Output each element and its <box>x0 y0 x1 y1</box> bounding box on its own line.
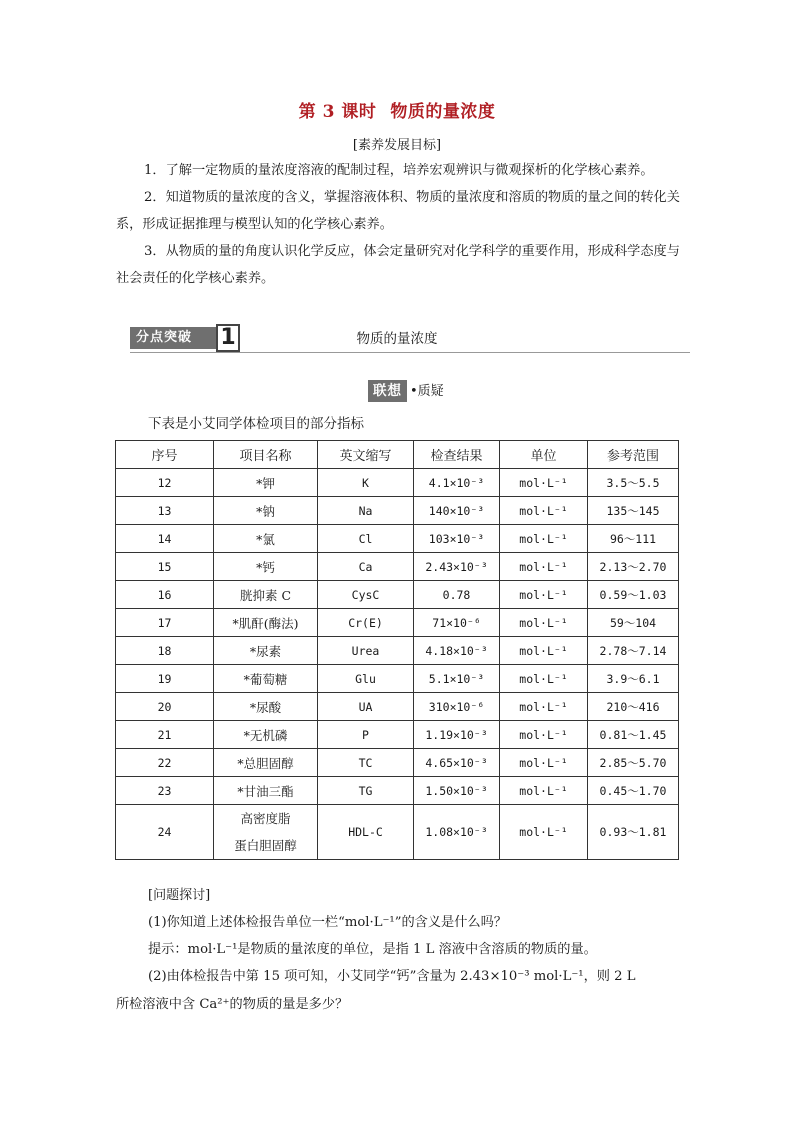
cell-no: 13 <box>116 497 214 525</box>
cell-unit: mol·L⁻¹ <box>500 497 588 525</box>
cell-abbr: TG <box>318 777 414 805</box>
cell-no: 14 <box>116 525 214 553</box>
cell-unit: mol·L⁻¹ <box>500 665 588 693</box>
goals-heading: [素养发展目标] <box>352 138 442 153</box>
cell-range: 3.9～6.1 <box>588 665 679 693</box>
cell-range: 59～104 <box>588 609 679 637</box>
table-row <box>116 777 679 805</box>
cell-name: *钙 <box>214 553 318 581</box>
cell-range: 3.5～5.5 <box>588 469 679 497</box>
cell-result: 71×10⁻⁶ <box>414 609 500 637</box>
cell-name: *氯 <box>214 525 318 553</box>
header-cell: 英文缩写 <box>318 441 414 469</box>
question-1: (1)你知道上述体检报告单位一栏“mol·L⁻¹”的含义是什么吗？ <box>148 915 507 930</box>
goal-item-2: 2．知道物质的量浓度的含义，掌握溶液体积、物质的量浓度和溶质的物质的量之间的转化关系，形成证据推理与模型认知的化学核心素养。 <box>116 190 680 232</box>
header-cell: 序号 <box>116 441 214 469</box>
cell-result: 1.19×10⁻³ <box>414 721 500 749</box>
cell-result: 4.18×10⁻³ <box>414 637 500 665</box>
cell-unit: mol·L⁻¹ <box>500 553 588 581</box>
section-divider <box>130 352 690 353</box>
cell-unit: mol·L⁻¹ <box>500 805 588 860</box>
table-row <box>116 637 679 665</box>
cell-result: 4.65×10⁻³ <box>414 749 500 777</box>
cell-unit: mol·L⁻¹ <box>500 777 588 805</box>
cell-no: 24 <box>116 805 214 860</box>
section-number: 1 <box>216 324 240 352</box>
cell-name: *钾 <box>214 469 318 497</box>
cell-unit: mol·L⁻¹ <box>500 749 588 777</box>
cell-no: 15 <box>116 553 214 581</box>
cell-name: *无机磷 <box>214 721 318 749</box>
cell-abbr: Cr(E) <box>318 609 414 637</box>
cell-abbr: CysC <box>318 581 414 609</box>
cell-abbr: Ca <box>318 553 414 581</box>
cell-no: 20 <box>116 693 214 721</box>
table-row <box>116 721 679 749</box>
cell-range: 2.85～5.70 <box>588 749 679 777</box>
table-row <box>116 609 679 637</box>
cell-unit: mol·L⁻¹ <box>500 609 588 637</box>
cell-no: 21 <box>116 721 214 749</box>
cell-no: 22 <box>116 749 214 777</box>
section-title: 物质的量浓度 <box>356 331 438 347</box>
cell-abbr: Urea <box>318 637 414 665</box>
cell-name: 胱抑素 C <box>214 581 318 609</box>
cell-name-line: 高密度脂 <box>240 811 291 826</box>
goal-item-3: 3．从物质的量的角度认识化学反应，体会定量研究对化学科学的重要作用，形成科学态度与社会责任的化学核心素养。 <box>116 244 680 286</box>
cell-range: 210～416 <box>588 693 679 721</box>
page-title <box>0 97 794 122</box>
table-row <box>116 497 679 525</box>
cell-abbr: TC <box>318 749 414 777</box>
cell-unit: mol·L⁻¹ <box>500 525 588 553</box>
cell-abbr: Na <box>318 497 414 525</box>
cell-no: 23 <box>116 777 214 805</box>
cell-range: 0.93～1.81 <box>588 805 679 860</box>
cell-range: 96～111 <box>588 525 679 553</box>
table-row <box>116 805 679 860</box>
cell-name: *尿素 <box>214 637 318 665</box>
table-caption: 下表是小艾同学体检项目的部分指标 <box>148 416 364 432</box>
header-cell: 项目名称 <box>214 441 318 469</box>
cell-name: *总胆固醇 <box>214 749 318 777</box>
medical-report-table <box>115 440 679 860</box>
header-cell: 单位 <box>500 441 588 469</box>
question-2-line1: (2)由体检报告中第 15 项可知，小艾同学“钙”含量为 2.43×10⁻³ mol·L⁻¹，则 2 L <box>148 969 636 984</box>
cell-name: *葡萄糖 <box>214 665 318 693</box>
header-cell: 参考范围 <box>588 441 679 469</box>
table-row <box>116 749 679 777</box>
cell-result: 5.1×10⁻³ <box>414 665 500 693</box>
cell-result: 2.43×10⁻³ <box>414 553 500 581</box>
goal-item-1: 1．了解一定物质的量浓度溶液的配制过程，培养宏观辨识与微观探析的化学核心素养。 <box>144 163 654 178</box>
cell-name: *肌酐(酶法) <box>214 609 318 637</box>
question-2-line2: 所检溶液中含 Ca²⁺的物质的量是多少？ <box>116 997 349 1012</box>
lianxiang-label <box>368 380 444 402</box>
cell-unit: mol·L⁻¹ <box>500 693 588 721</box>
cell-no: 17 <box>116 609 214 637</box>
cell-name: *尿酸 <box>214 693 318 721</box>
lianxiang-suffix: •质疑 <box>410 384 444 399</box>
cell-unit: mol·L⁻¹ <box>500 581 588 609</box>
cell-range: 2.13～2.70 <box>588 553 679 581</box>
cell-range: 0.59～1.03 <box>588 581 679 609</box>
cell-abbr: UA <box>318 693 414 721</box>
cell-abbr: Cl <box>318 525 414 553</box>
questions-heading: [问题探讨] <box>148 888 211 903</box>
table-row <box>116 665 679 693</box>
cell-range: 0.45～1.70 <box>588 777 679 805</box>
cell-name-line: 蛋白胆固醇 <box>234 838 297 853</box>
table-row <box>116 553 679 581</box>
cell-result: 1.08×10⁻³ <box>414 805 500 860</box>
lesson-number: 第 3 课时 <box>298 102 377 122</box>
cell-name: *钠 <box>214 497 318 525</box>
cell-no: 19 <box>116 665 214 693</box>
cell-unit: mol·L⁻¹ <box>500 721 588 749</box>
table-row <box>116 581 679 609</box>
cell-result: 140×10⁻³ <box>414 497 500 525</box>
cell-result: 0.78 <box>414 581 500 609</box>
cell-result: 103×10⁻³ <box>414 525 500 553</box>
lianxiang-badge: 联想 <box>368 380 407 402</box>
cell-no: 12 <box>116 469 214 497</box>
cell-range: 0.81～1.45 <box>588 721 679 749</box>
cell-abbr: K <box>318 469 414 497</box>
header-cell: 检查结果 <box>414 441 500 469</box>
cell-name <box>214 805 318 860</box>
table-row <box>116 525 679 553</box>
lesson-topic: 物质的量浓度 <box>390 102 496 122</box>
cell-no: 16 <box>116 581 214 609</box>
cell-range: 135～145 <box>588 497 679 525</box>
hint-1: 提示：mol·L⁻¹是物质的量浓度的单位，是指 1 L 溶液中含溶质的物质的量。 <box>148 942 597 957</box>
cell-name: *甘油三酯 <box>214 777 318 805</box>
cell-abbr: Glu <box>318 665 414 693</box>
cell-abbr: HDL-C <box>318 805 414 860</box>
table-row <box>116 693 679 721</box>
cell-unit: mol·L⁻¹ <box>500 637 588 665</box>
cell-no: 18 <box>116 637 214 665</box>
cell-abbr: P <box>318 721 414 749</box>
cell-result: 4.1×10⁻³ <box>414 469 500 497</box>
cell-range: 2.78～7.14 <box>588 637 679 665</box>
cell-result: 1.50×10⁻³ <box>414 777 500 805</box>
table-header-row <box>116 441 679 469</box>
cell-result: 310×10⁻⁶ <box>414 693 500 721</box>
cell-unit: mol·L⁻¹ <box>500 469 588 497</box>
section-badge: 分点突破 <box>130 327 216 349</box>
table-row <box>116 469 679 497</box>
